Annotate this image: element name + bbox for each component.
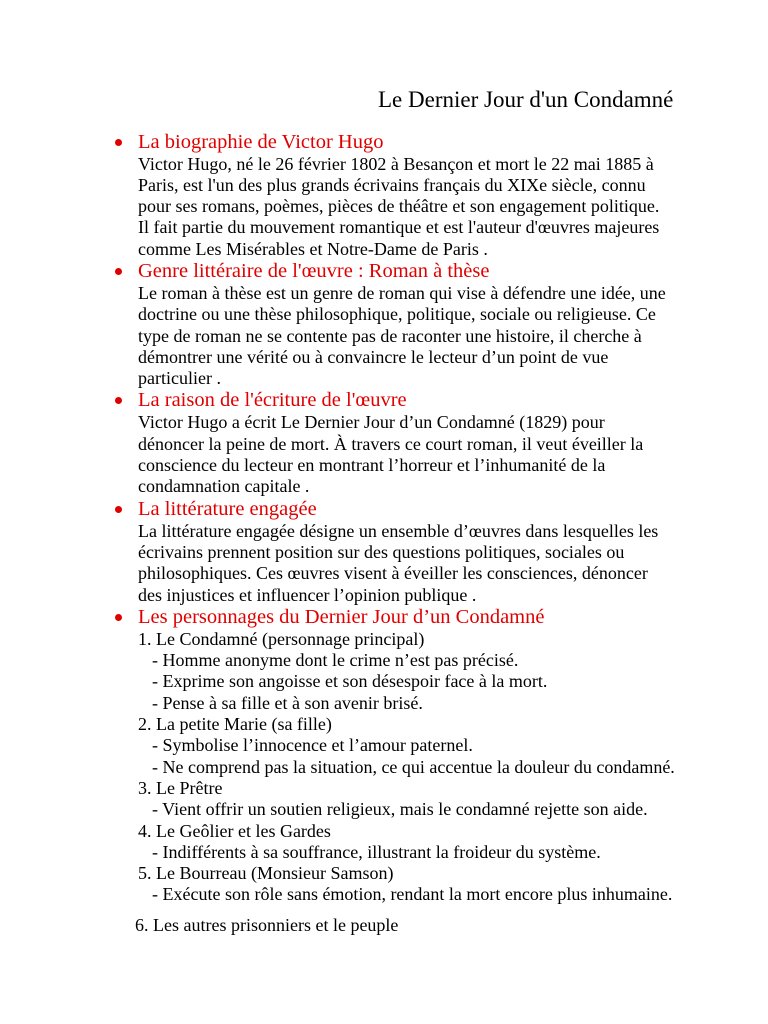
section-engaged-literature <box>0 498 768 606</box>
section-heading <box>0 260 768 283</box>
character-item: 4. Le Geôlier et les Gardes <box>138 820 331 841</box>
section-writing-reason <box>0 389 768 497</box>
character-item: 1. Le Condamné (personnage principal) <box>138 628 425 649</box>
character-detail: - Pense à sa fille et à son avenir brisé. <box>152 692 423 713</box>
section-characters <box>0 606 768 937</box>
paragraph-line: La littérature engagée désigne un ensemble d’œuvres dans lesquelles les <box>138 520 659 541</box>
character-detail: - Homme anonyme dont le crime n’est pas précisé. <box>152 650 519 671</box>
paragraph-line: philosophiques. Ces œuvres visent à éveiller les consciences, dénoncer <box>138 563 648 584</box>
character-detail: - Vient offrir un soutien religieux, mais le condamné rejette son aide. <box>152 799 648 820</box>
character-detail: - Exprime son angoisse et son désespoir face à la mort. <box>152 671 548 692</box>
paragraph-line: des injustices et influencer l’opinion publique . <box>138 584 477 605</box>
paragraph-line: type de roman ne se contente pas de raconter une histoire, il cherche à <box>138 325 642 346</box>
character-detail: - Indifférents à sa souffrance, illustrant la froideur du système. <box>152 841 601 862</box>
section-heading <box>0 389 768 412</box>
section-heading-text: Les personnages du Dernier Jour d’un Condamné <box>138 605 545 628</box>
paragraph-line: comme Les Misérables et Notre-Dame de Paris . <box>138 238 488 259</box>
document-body <box>0 131 768 937</box>
bullet-icon <box>115 614 122 621</box>
paragraph-line: Paris, est l'un des plus grands écrivains français du XIXe siècle, connu <box>138 174 646 195</box>
character-detail: - Symbolise l’innocence et l’amour paternel. <box>152 735 473 756</box>
section-heading-text: La littérature engagée <box>138 497 317 520</box>
paragraph-line: condamnation capitale . <box>138 476 310 497</box>
paragraph-line: doctrine ou une thèse philosophique, politique, sociale ou religieuse. Ce <box>138 304 656 325</box>
character-item: 6. Les autres prisonniers et le peuple <box>135 915 399 936</box>
paragraph-line: particulier . <box>138 368 221 389</box>
character-detail: - Ne comprend pas la situation, ce qui accentue la douleur du condamné. <box>152 756 675 777</box>
paragraph-line: pour ses romans, poèmes, pièces de théâtre et son engagement politique. <box>138 196 660 217</box>
bullet-icon <box>115 268 122 275</box>
bullet-icon <box>115 139 122 146</box>
paragraph-line: écrivains prennent position sur des questions politiques, sociales ou <box>138 541 625 562</box>
bullet-icon <box>115 397 122 404</box>
section-heading-text: Genre littéraire de l'œuvre : Roman à thèse <box>138 259 490 282</box>
character-item: 3. Le Prêtre <box>138 777 223 798</box>
paragraph-line: Il fait partie du mouvement romantique et est l'auteur d'œuvres majeures <box>138 217 660 238</box>
section-heading-text: La raison de l'écriture de l'œuvre <box>138 389 407 412</box>
character-item: 2. La petite Marie (sa fille) <box>138 714 332 735</box>
paragraph-line: Le roman à thèse est un genre de roman qui vise à défendre une idée, une <box>138 282 666 303</box>
section-heading <box>0 606 768 629</box>
section-heading <box>0 498 768 521</box>
section-biography <box>0 131 768 260</box>
character-detail: - Exécute son rôle sans émotion, rendant la mort encore plus inhumaine. <box>152 884 673 905</box>
character-item: 5. Le Bourreau (Monsieur Samson) <box>138 863 394 884</box>
document-title: Le Dernier Jour d'un Condamné <box>378 87 674 112</box>
section-literary-genre <box>0 260 768 389</box>
paragraph-line: Victor Hugo a écrit Le Dernier Jour d’un Condamné (1829) pour <box>138 412 605 433</box>
paragraph-line: conscience du lecteur en montrant l’horreur et l’inhumanité de la <box>138 455 606 476</box>
paragraph-line: dénoncer la peine de mort. À travers ce court roman, il veut éveiller la <box>138 433 644 454</box>
paragraph-line: Victor Hugo, né le 26 février 1802 à Besançon et mort le 22 mai 1885 à <box>138 153 654 174</box>
paragraph-line: démontrer une vérité ou à convaincre le lecteur d’un point de vue <box>138 346 609 367</box>
section-heading <box>0 131 768 154</box>
bullet-icon <box>115 506 122 513</box>
section-heading-text: La biographie de Victor Hugo <box>138 130 384 153</box>
